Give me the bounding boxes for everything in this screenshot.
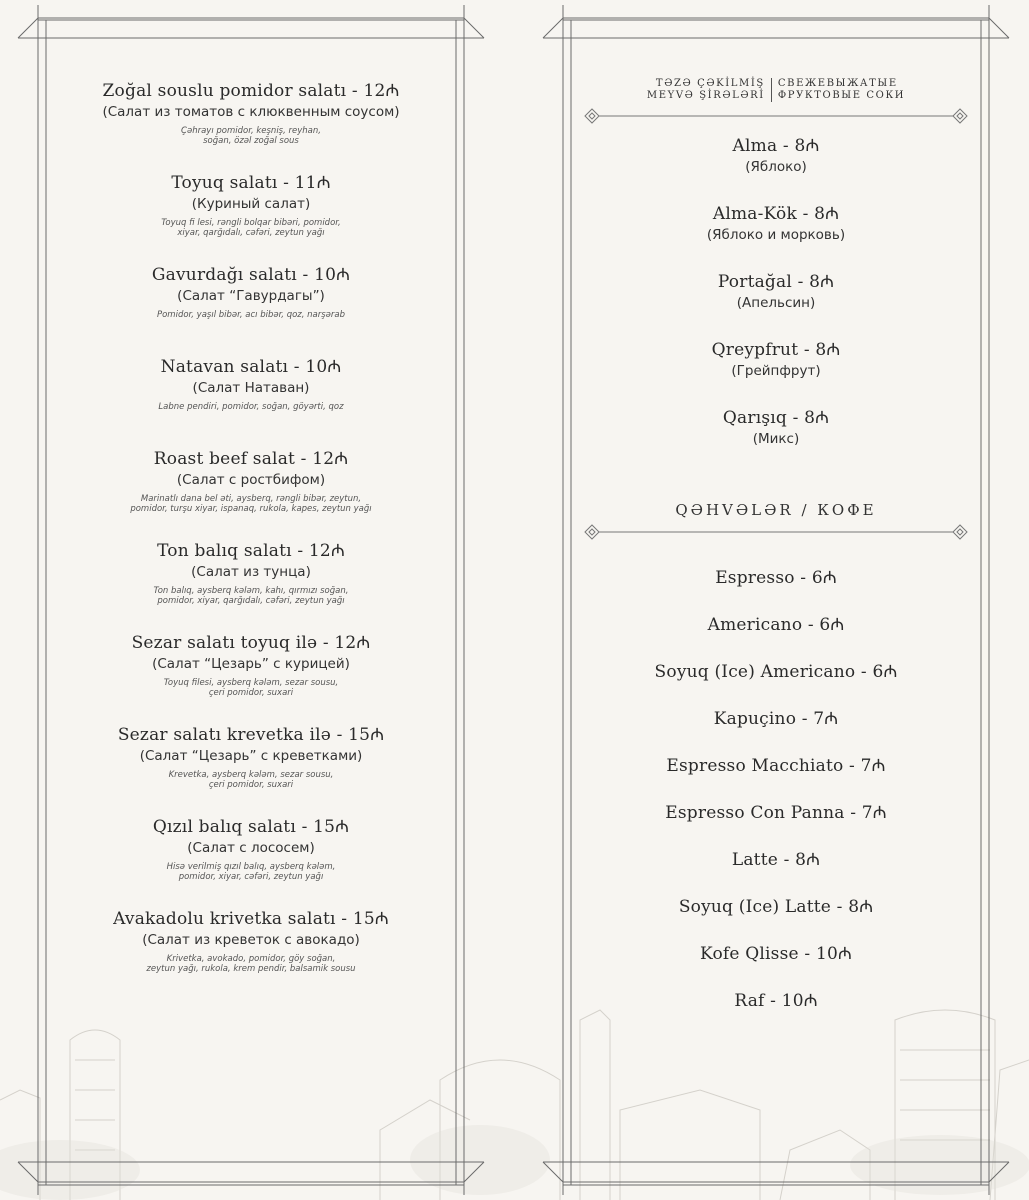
item-name: Zoğal souslu pomidor salatı - 12₼ xyxy=(102,81,400,101)
juice-header-ru-line2: ФРУКТОВЫЕ СОКИ xyxy=(777,90,906,101)
item-name: Espresso - 6₼ xyxy=(715,568,837,588)
item-translation: (Салат с лососем) xyxy=(187,840,315,856)
ingredients-line: pomidor, xiyar, cəfəri, zeytun yağı xyxy=(178,872,324,882)
item-ingredients xyxy=(56,218,446,238)
item-name: Portağal - 8₼ xyxy=(717,272,835,292)
menu-panel-drinks xyxy=(541,0,1011,1200)
menu-item xyxy=(591,706,961,753)
item-translation: (Грейпфрут) xyxy=(731,363,821,379)
ingredients-line: Krivetka, avokado, pomidor, göy soğan, xyxy=(166,954,336,964)
menu-item xyxy=(591,800,961,847)
item-translation: (Салат “Цезарь” с креветками) xyxy=(139,748,363,764)
item-name: Toyuq salatı - 11₼ xyxy=(171,173,331,193)
item-translation: (Салат из тунца) xyxy=(191,564,311,580)
ornament-divider xyxy=(581,524,971,540)
item-name: Latte - 8₼ xyxy=(731,850,821,870)
item-name: Roast beef salat - 12₼ xyxy=(153,449,349,469)
item-translation: (Куриный салат) xyxy=(191,196,311,212)
salad-list xyxy=(56,78,446,998)
ingredients-line: xiyar, qarğıdalı, cəfəri, zeytun yağı xyxy=(177,228,325,238)
juice-header-az-line1: TƏZƏ ÇƏKİLMİŞ xyxy=(655,78,765,89)
item-translation: (Салат Натаван) xyxy=(192,380,310,396)
item-name: Ton balıq salatı - 12₼ xyxy=(157,541,345,561)
ingredients-line: Ton balıq, aysberq kələm, kahı, qırmızı soğan, xyxy=(153,586,349,596)
item-name: Qızıl balıq salatı - 15₼ xyxy=(152,817,350,837)
item-name: Kofe Qlisse - 10₼ xyxy=(700,944,852,964)
item-translation: (Салат “Цезарь” с курицей) xyxy=(152,656,350,672)
menu-item xyxy=(56,78,446,170)
menu-item xyxy=(591,405,961,473)
item-translation: (Салат из томатов с клюквенным соусом) xyxy=(102,104,400,120)
juice-section-header xyxy=(591,78,961,133)
juice-header-ru-line1: СВЕЖЕВЫЖАТЫЕ xyxy=(777,78,898,89)
menu-item xyxy=(56,170,446,262)
menu-item xyxy=(591,269,961,337)
ingredients-line: Toyuq filesi, aysberq kələm, sezar sousu, xyxy=(163,678,339,688)
menu-item xyxy=(591,133,961,201)
item-name: Alma-Kök - 8₼ xyxy=(712,204,840,224)
ingredients-line: pomidor, xiyar, qarğıdalı, cəfəri, zeytun yağı xyxy=(157,596,345,606)
item-ingredients xyxy=(56,310,446,320)
drinks-list xyxy=(591,78,961,1035)
menu-item xyxy=(591,565,961,612)
menu-item xyxy=(56,446,446,538)
item-name: Americano - 6₼ xyxy=(707,615,845,635)
item-name: Espresso Con Panna - 7₼ xyxy=(665,803,887,823)
ornament-divider xyxy=(581,108,971,124)
menu-item xyxy=(56,354,446,446)
item-ingredients xyxy=(56,678,446,698)
menu-item xyxy=(591,337,961,405)
item-ingredients xyxy=(56,494,446,514)
item-name: Avakadolu krivetka salatı - 15₼ xyxy=(113,909,389,929)
item-name: Kapuçino - 7₼ xyxy=(713,709,839,729)
ingredients-line: çeri pomidor, suxari xyxy=(208,780,294,790)
menu-item xyxy=(56,906,446,998)
menu-item xyxy=(591,612,961,659)
ingredients-line: Çəhrayı pomidor, keşniş, reyhan, xyxy=(181,126,321,136)
item-name: Alma - 8₼ xyxy=(732,136,820,156)
ingredients-line: Toyuq fi lesi, rəngli bolqar bibəri, pomidor, xyxy=(161,218,341,228)
item-name: Espresso Macchiato - 7₼ xyxy=(666,756,886,776)
ingredients-line: soğan, özəl zoğal sous xyxy=(203,136,299,146)
item-name: Natavan salatı - 10₼ xyxy=(160,357,342,377)
ingredients-line: pomidor, turşu xiyar, ispanaq, rukola, kapes, zeytun yağı xyxy=(130,504,372,514)
ingredients-line: çeri pomidor, suxari xyxy=(208,688,294,698)
item-translation: (Яблоко и морковь) xyxy=(706,227,846,243)
menu-panel-salads xyxy=(16,0,486,1200)
item-name: Gavurdağı salatı - 10₼ xyxy=(151,265,351,285)
item-translation: (Апельсин) xyxy=(736,295,816,311)
ingredients-line: Krevetka, aysberq kələm, sezar sousu, xyxy=(168,770,334,780)
menu-item xyxy=(591,201,961,269)
item-name: Qreypfrut - 8₼ xyxy=(711,340,841,360)
coffee-section-header xyxy=(591,501,961,565)
menu-item xyxy=(591,659,961,706)
item-name: Sezar salatı toyuq ilə - 12₼ xyxy=(131,633,371,653)
item-name: Qarışıq - 8₼ xyxy=(722,408,830,428)
item-name: Raf - 10₼ xyxy=(734,991,818,1011)
menu-item xyxy=(56,262,446,354)
item-ingredients xyxy=(56,862,446,882)
item-ingredients xyxy=(56,402,446,412)
juice-header-az-line2: MEYVƏ ŞİRƏLƏRİ xyxy=(646,90,765,101)
menu-item xyxy=(56,722,446,814)
menu-item xyxy=(56,814,446,906)
item-name: Soyuq (Ice) Latte - 8₼ xyxy=(678,897,874,917)
item-translation: (Яблоко) xyxy=(745,159,807,175)
item-ingredients xyxy=(56,126,446,146)
menu-item xyxy=(591,753,961,800)
menu-item xyxy=(56,630,446,722)
item-translation: (Микс) xyxy=(752,431,800,447)
item-ingredients xyxy=(56,770,446,790)
ingredients-line: zeytun yağı, rukola, krem pendir, balsamik sousu xyxy=(146,964,356,974)
item-translation: (Салат из креветок с авокадо) xyxy=(142,932,360,948)
item-translation: (Салат “Гавурдагы”) xyxy=(177,288,325,304)
menu-item xyxy=(591,988,961,1035)
menu-item xyxy=(56,538,446,630)
ingredients-line: Pomidor, yaşıl bibər, acı bibər, qoz, narşərab xyxy=(156,310,346,320)
item-ingredients xyxy=(56,586,446,606)
item-ingredients xyxy=(56,954,446,974)
ingredients-line: Hisə verilmiş qızıl balıq, aysberq kələm, xyxy=(166,862,336,872)
item-name: Sezar salatı krevetka ilə - 15₼ xyxy=(117,725,385,745)
menu-item xyxy=(591,941,961,988)
item-translation: (Салат с ростбифом) xyxy=(176,472,326,488)
menu-item xyxy=(591,847,961,894)
menu-item xyxy=(591,894,961,941)
ingredients-line: Labne pendiri, pomidor, soğan, göyərti, qoz xyxy=(158,402,344,412)
ingredients-line: Marinatlı dana bel əti, aysberq, rəngli bibər, zeytun, xyxy=(140,494,362,504)
coffee-header-title: QƏHVƏLƏR / КОФЕ xyxy=(675,501,877,519)
item-name: Soyuq (Ice) Americano - 6₼ xyxy=(654,662,898,682)
